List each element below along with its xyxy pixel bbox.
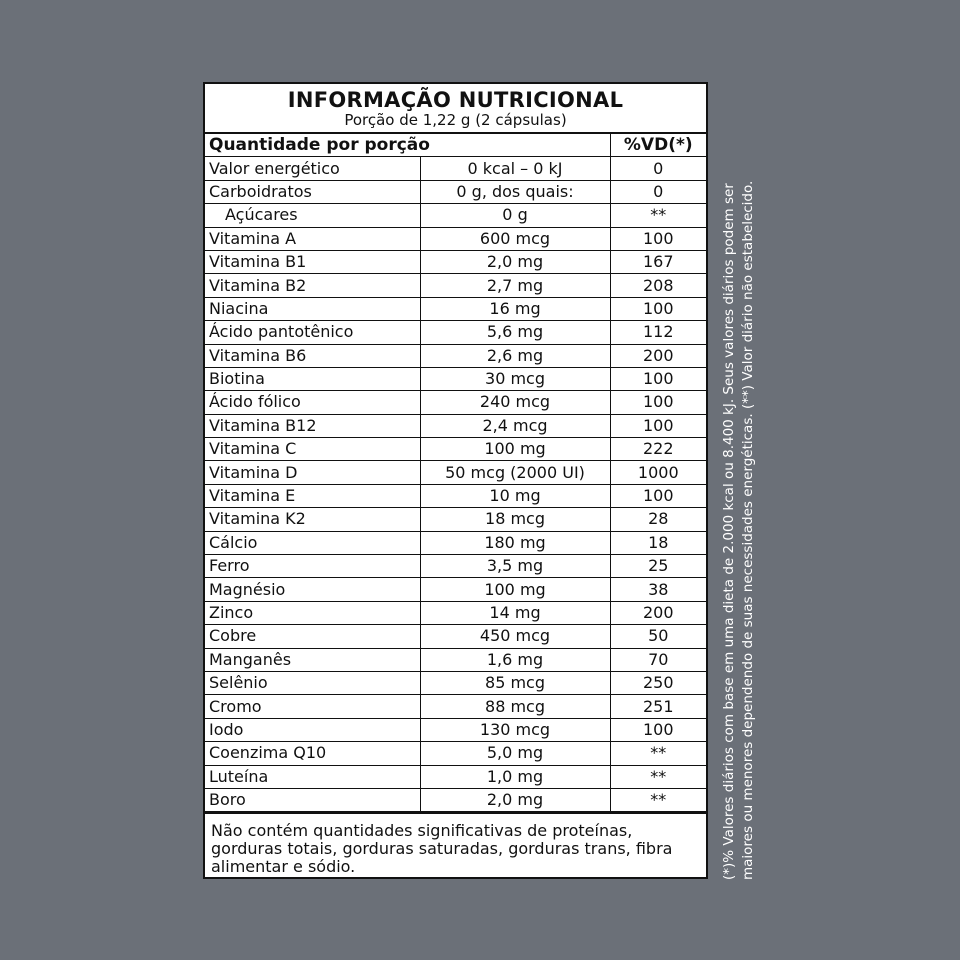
table-row <box>205 765 706 788</box>
nutrient-name: Coenzima Q10 <box>205 742 420 765</box>
nutrient-amount: 50 mcg (2000 UI) <box>420 461 610 484</box>
nutrient-name: Carboidratos <box>205 180 420 203</box>
nutrient-vd: 50 <box>610 625 706 648</box>
nutrient-vd: ** <box>610 742 706 765</box>
side-footnote <box>720 80 758 880</box>
nutrient-amount: 450 mcg <box>420 625 610 648</box>
table-header-row <box>205 134 706 157</box>
nutrient-vd: 100 <box>610 367 706 390</box>
nutrient-amount: 85 mcg <box>420 671 610 694</box>
table-row <box>205 695 706 718</box>
nutrient-vd: 251 <box>610 695 706 718</box>
nutrient-name: Luteína <box>205 765 420 788</box>
nutrient-name: Vitamina D <box>205 461 420 484</box>
table-row <box>205 297 706 320</box>
nutrient-name: Boro <box>205 788 420 811</box>
nutrient-vd: 100 <box>610 484 706 507</box>
side-footnote-line-2: maiores ou menores dependendo de suas necessidades energéticas. (**) Valor diário não estabelecido. <box>740 180 756 880</box>
nutrient-amount: 1,0 mg <box>420 765 610 788</box>
table-row <box>205 508 706 531</box>
table-row <box>205 204 706 227</box>
nutrient-name: Cobre <box>205 625 420 648</box>
footnote: Não contém quantidades significativas de proteínas, gorduras totais, gorduras saturadas, gorduras trans, fibra alimentar e sódio. <box>205 812 706 876</box>
nutrient-vd: 167 <box>610 250 706 273</box>
nutrient-name: Ácido fólico <box>205 391 420 414</box>
nutrient-vd: ** <box>610 788 706 811</box>
nutrient-amount: 240 mcg <box>420 391 610 414</box>
table-row <box>205 531 706 554</box>
table-row <box>205 648 706 671</box>
table-row <box>205 250 706 273</box>
nutrient-name: Vitamina B1 <box>205 250 420 273</box>
nutrient-vd: 28 <box>610 508 706 531</box>
vd-header: %VD(*) <box>610 134 706 157</box>
table-row <box>205 367 706 390</box>
nutrient-name: Vitamina B12 <box>205 414 420 437</box>
nutrient-vd: 100 <box>610 391 706 414</box>
table-row <box>205 180 706 203</box>
nutrient-vd: 250 <box>610 671 706 694</box>
nutrient-amount: 10 mg <box>420 484 610 507</box>
nutrient-vd: 0 <box>610 157 706 180</box>
table-row <box>205 578 706 601</box>
nutrient-amount: 16 mg <box>420 297 610 320</box>
table-row <box>205 414 706 437</box>
nutrient-amount: 100 mg <box>420 578 610 601</box>
side-footnote-line-1: (*)% Valores diários com base em uma dieta de 2.000 kcal ou 8.400 kJ. Seus valores diários podem ser <box>721 183 737 880</box>
table-row <box>205 391 706 414</box>
table-row <box>205 438 706 461</box>
nutrient-vd: 38 <box>610 578 706 601</box>
nutrient-amount: 0 g, dos quais: <box>420 180 610 203</box>
nutrient-vd: 100 <box>610 227 706 250</box>
nutrient-vd: 0 <box>610 180 706 203</box>
table-row <box>205 625 706 648</box>
table-row <box>205 227 706 250</box>
nutrient-name: Vitamina B2 <box>205 274 420 297</box>
nutrient-name: Vitamina E <box>205 484 420 507</box>
serving-size: Porção de 1,22 g (2 cápsulas) <box>344 111 567 129</box>
nutrient-amount: 5,6 mg <box>420 321 610 344</box>
nutrient-name: Vitamina A <box>205 227 420 250</box>
nutrient-amount: 180 mg <box>420 531 610 554</box>
nutrient-name: Açúcares <box>205 204 420 227</box>
nutrient-name: Ácido pantotênico <box>205 321 420 344</box>
table-row <box>205 461 706 484</box>
nutrient-amount: 2,7 mg <box>420 274 610 297</box>
label-header <box>205 84 706 134</box>
nutrient-name: Selênio <box>205 671 420 694</box>
nutrient-amount: 88 mcg <box>420 695 610 718</box>
nutrient-amount: 130 mcg <box>420 718 610 741</box>
nutrient-vd: 208 <box>610 274 706 297</box>
table-row <box>205 344 706 367</box>
nutrient-amount: 30 mcg <box>420 367 610 390</box>
nutrient-amount: 2,6 mg <box>420 344 610 367</box>
nutrient-amount: 5,0 mg <box>420 742 610 765</box>
nutrient-name: Vitamina B6 <box>205 344 420 367</box>
nutrient-amount: 1,6 mg <box>420 648 610 671</box>
nutrient-name: Manganês <box>205 648 420 671</box>
table-row <box>205 788 706 811</box>
nutrient-amount: 18 mcg <box>420 508 610 531</box>
nutrient-name: Zinco <box>205 601 420 624</box>
nutrient-amount: 0 kcal – 0 kJ <box>420 157 610 180</box>
nutrient-vd: 100 <box>610 718 706 741</box>
nutrient-name: Iodo <box>205 718 420 741</box>
nutrient-amount: 14 mg <box>420 601 610 624</box>
nutrient-name: Vitamina C <box>205 438 420 461</box>
nutrient-name: Biotina <box>205 367 420 390</box>
nutrient-vd: ** <box>610 765 706 788</box>
nutrient-amount: 600 mcg <box>420 227 610 250</box>
nutrient-vd: 70 <box>610 648 706 671</box>
nutrient-vd: 222 <box>610 438 706 461</box>
table-row <box>205 321 706 344</box>
nutrient-vd: 200 <box>610 601 706 624</box>
nutrient-amount: 0 g <box>420 204 610 227</box>
nutrient-name: Ferro <box>205 555 420 578</box>
table-row <box>205 484 706 507</box>
nutrient-name: Magnésio <box>205 578 420 601</box>
nutrient-amount: 2,0 mg <box>420 788 610 811</box>
nutrient-name: Cálcio <box>205 531 420 554</box>
nutrient-amount: 2,4 mcg <box>420 414 610 437</box>
nutrient-amount: 100 mg <box>420 438 610 461</box>
table-row <box>205 555 706 578</box>
table-row <box>205 671 706 694</box>
nutrition-table <box>205 134 706 812</box>
nutrient-vd: 112 <box>610 321 706 344</box>
nutrient-vd: 200 <box>610 344 706 367</box>
nutrient-name: Niacina <box>205 297 420 320</box>
nutrient-name: Vitamina K2 <box>205 508 420 531</box>
nutrient-vd: 18 <box>610 531 706 554</box>
table-row <box>205 742 706 765</box>
table-row <box>205 601 706 624</box>
quantity-header: Quantidade por porção <box>205 134 610 157</box>
table-row <box>205 718 706 741</box>
nutrient-vd: 25 <box>610 555 706 578</box>
nutrient-amount: 2,0 mg <box>420 250 610 273</box>
nutrient-vd: 100 <box>610 297 706 320</box>
nutrient-vd: ** <box>610 204 706 227</box>
nutrient-name: Valor energético <box>205 157 420 180</box>
nutrition-label <box>203 82 708 879</box>
nutrient-name: Cromo <box>205 695 420 718</box>
label-title: INFORMAÇÃO NUTRICIONAL <box>287 88 624 112</box>
table-row <box>205 157 706 180</box>
nutrient-vd: 100 <box>610 414 706 437</box>
table-row <box>205 274 706 297</box>
nutrient-vd: 1000 <box>610 461 706 484</box>
nutrient-amount: 3,5 mg <box>420 555 610 578</box>
nutrition-rows <box>205 157 706 812</box>
